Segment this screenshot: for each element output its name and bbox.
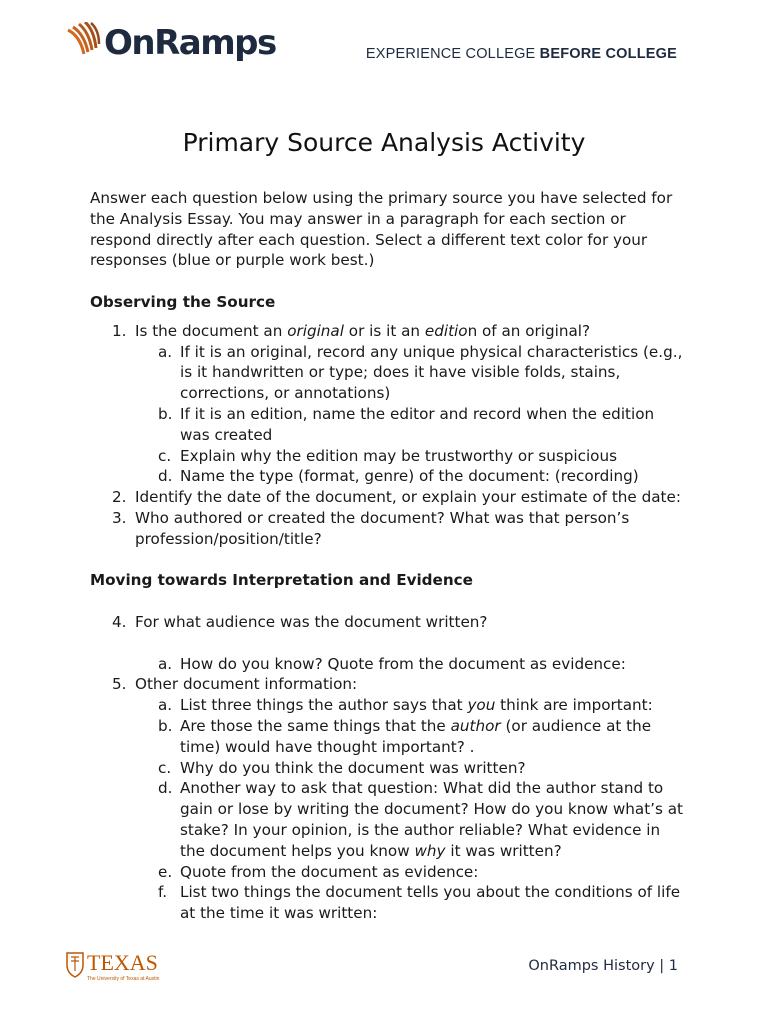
- section-heading-observing: Observing the Source: [90, 292, 276, 311]
- q5d-text-1: Another way to ask that question: What did the author stand to gain or lose by writing the document? How do you know what’s at stake? In your opinion, is the author reliable? What evidence in the document helps you know: [180, 779, 684, 860]
- texas-logo: [66, 951, 166, 983]
- list-letter: a.: [158, 696, 173, 715]
- question-4: [90, 612, 685, 633]
- intro-paragraph: Answer each question below using the primary source you have selected for the Analysis Essay. You may answer in a paragraph for each section or respond directly after each question. Select a different text color for your responses (blue or purple work best.): [90, 189, 673, 270]
- q1-em-original: original: [287, 321, 344, 340]
- question-2: [90, 487, 685, 508]
- footer-page-label: OnRamps History | 1: [528, 958, 678, 974]
- q5d-text-2: it was written?: [445, 841, 562, 860]
- list-number: 2.: [112, 488, 127, 507]
- list-letter: b.: [158, 404, 173, 423]
- question-1a: [90, 342, 685, 404]
- list-letter: a.: [158, 342, 173, 361]
- q1-text-3: n of an original?: [467, 321, 591, 340]
- q1d-text: Name the type (format, genre) of the document: (recording): [180, 467, 639, 486]
- header-tagline: [366, 46, 677, 62]
- list-number: 5.: [112, 675, 127, 694]
- list-number: 3.: [112, 508, 127, 527]
- q5d-em: why: [414, 841, 446, 860]
- texas-subtitle: The University of Texas at Austin: [87, 976, 160, 982]
- q5a-text-2: think are important:: [495, 696, 653, 715]
- question-5e: [90, 862, 685, 883]
- list-letter: c.: [158, 446, 172, 465]
- list-letter: b.: [158, 716, 173, 735]
- q1c-text: Explain why the edition may be trustworthy or suspicious: [180, 446, 618, 465]
- q1-text-2: or is it an: [343, 321, 425, 340]
- question-5c: [90, 758, 685, 779]
- list-letter: a.: [158, 654, 173, 673]
- q1-text-1: Is the document an: [135, 321, 288, 340]
- q5e-text: Quote from the document as evidence:: [180, 862, 479, 881]
- question-5b: [90, 716, 685, 758]
- texas-shield-icon: [66, 951, 166, 983]
- q3-text: Who authored or created the document? What was that person’s profession/position/title?: [135, 508, 630, 548]
- tagline-prefix: EXPERIENCE COLLEGE: [365, 46, 540, 62]
- list-letter: d.: [158, 779, 173, 798]
- page-title: Primary Source Analysis Activity: [182, 128, 586, 157]
- question-1d: [90, 466, 685, 487]
- q1a-text: If it is an original, record any unique physical characteristics (e.g., is it handwritten or type; does it have visible folds, stains, corrections, or annotations): [180, 342, 683, 403]
- question-5f: [90, 882, 685, 924]
- list-letter: e.: [158, 862, 173, 881]
- q5f-text: List two things the document tells you about the conditions of life at the time it was written:: [180, 883, 681, 923]
- question-4a: [90, 654, 685, 675]
- tagline-bold: BEFORE COLLEGE: [539, 46, 677, 62]
- q5b-em: author: [450, 716, 501, 735]
- list-letter: d.: [158, 467, 173, 486]
- question-5d: [90, 778, 685, 861]
- q4-text: For what audience was the document written?: [135, 612, 488, 631]
- onramps-logo-text: OnRamps: [104, 23, 276, 63]
- section-heading-interpretation: Moving towards Interpretation and Evidence: [90, 571, 473, 590]
- q2-text: Identify the date of the document, or explain your estimate of the date:: [135, 488, 681, 507]
- q5c-text: Why do you think the document was written?: [180, 758, 526, 777]
- q5b-text-1: Are those the same things that the: [180, 716, 451, 735]
- question-1c: [90, 446, 685, 467]
- list-number: 4.: [112, 612, 127, 631]
- question-1: [90, 321, 685, 342]
- question-5a: [90, 695, 685, 716]
- list-letter: f.: [158, 883, 168, 902]
- list-number: 1.: [112, 321, 127, 340]
- q5a-em: you: [467, 696, 496, 715]
- list-letter: c.: [158, 758, 172, 777]
- q5-text: Other document information:: [135, 675, 358, 694]
- q5a-text-1: List three things the author says that: [180, 696, 468, 715]
- q5b-text-2: (or audience at the time) would have thought important? .: [180, 716, 652, 756]
- q1b-text: If it is an edition, name the editor and record when the edition was created: [180, 404, 655, 444]
- question-5: [90, 674, 685, 695]
- page-header: [0, 0, 768, 90]
- texas-wordmark: TEXAS: [87, 951, 158, 975]
- q4a-text: How do you know? Quote from the document as evidence:: [180, 654, 626, 673]
- onramps-logo-icon: [66, 22, 102, 66]
- q1-em-edition: editio: [424, 321, 468, 340]
- document-body: [90, 188, 685, 924]
- question-1b: [90, 404, 685, 446]
- question-3: [90, 508, 685, 550]
